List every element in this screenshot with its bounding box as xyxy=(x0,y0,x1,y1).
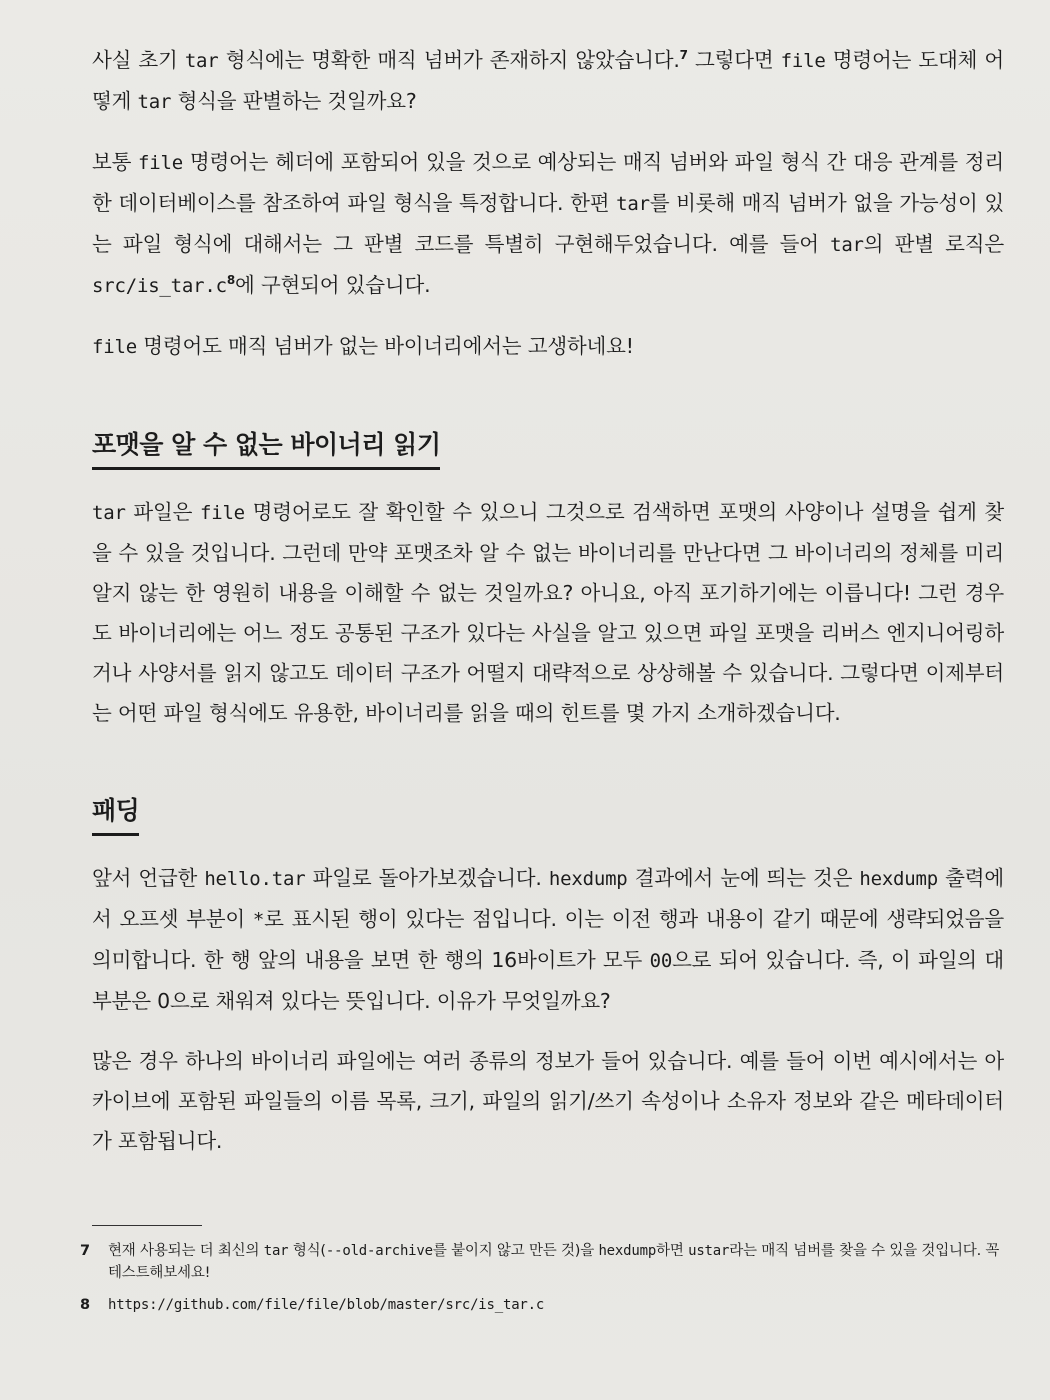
text-run: 많은 경우 하나의 바이너리 파일에는 여러 종류의 정보가 들어 있습니다. 예를 들어 이번 예시에서는 아카이브에 포함된 파일들의 이름 목록, 크기, 파일의 읽기/쓰기 속성이나 소유자 정보와 같은 메타데이터가 포함됩니다. xyxy=(92,1049,1004,1153)
text-run: 출력에서 오프셋 부분이 xyxy=(92,866,1004,931)
text-run: 하면 xyxy=(656,1243,689,1259)
inline-code: tar xyxy=(137,91,172,113)
section-heading-unknown-binary: 포맷을 알 수 없는 바이너리 읽기 xyxy=(92,425,440,470)
text-run: 라는 매직 넘버를 찾을 수 있을 것입니다. 꼭 테스트해보세요! xyxy=(108,1243,1000,1281)
inline-code: file xyxy=(138,152,184,174)
text-run: 현재 사용되는 더 최신의 xyxy=(108,1243,264,1259)
inline-code: hexdump xyxy=(859,868,939,890)
paragraph-6 xyxy=(92,1041,1004,1161)
inline-code: * xyxy=(252,909,265,931)
footnote-divider xyxy=(92,1225,202,1226)
inline-code: tar xyxy=(616,193,650,215)
inline-code: file xyxy=(199,502,245,524)
text-run: 파일로 돌아가보겠습니다. xyxy=(305,866,549,890)
footnote-7 xyxy=(80,1240,1004,1284)
text-run: 으로 되어 있습니다. 즉, 이 파일의 대부분은 0으로 채워져 있다는 뜻입니다. 이유가 무엇일까요? xyxy=(92,948,1004,1013)
footnote-ref-8[interactable]: 8 xyxy=(226,273,236,288)
page-content xyxy=(80,40,1005,1326)
text-run: 형식( xyxy=(288,1243,326,1259)
footnote-8 xyxy=(80,1294,1004,1316)
text-run: 에 구현되어 있습니다. xyxy=(235,273,431,297)
text-run: 앞서 언급한 xyxy=(92,866,205,890)
paragraph-4 xyxy=(92,492,1004,733)
inline-code: file xyxy=(780,50,826,72)
inline-code: ustar xyxy=(688,1243,730,1259)
text-run: 로 표시된 행이 있다는 점입니다. 이는 이전 행과 내용이 같기 때문에 생략되었음을 의미합니다. 한 행 앞의 내용을 보면 한 행의 16바이트가 모두 xyxy=(92,907,1004,972)
text-run: 형식에는 명확한 매직 넘버가 존재하지 않았습니다. xyxy=(218,48,680,72)
inline-code: hexdump xyxy=(598,1243,657,1259)
text-run: 파일은 xyxy=(125,500,200,524)
text-run: 명령어도 매직 넘버가 없는 바이너리에서는 고생하네요! xyxy=(136,334,634,358)
text-run: 형식을 판별하는 것일까요? xyxy=(171,89,417,113)
inline-code: src/is_tar.c xyxy=(92,275,227,297)
section-heading-padding: 패딩 xyxy=(92,791,139,836)
paragraph-3 xyxy=(92,326,1004,367)
footnote-text xyxy=(108,1294,1004,1316)
inline-code: hello.tar xyxy=(204,868,306,890)
text-run: 명령어로도 잘 확인할 수 있으니 그것으로 검색하면 포맷의 사양이나 설명을 쉽게 찾을 수 있을 것입니다. 그런데 만약 포맷조차 알 수 없는 바이너리를 만난다면 그 바이너리의 정체를 미리 알지 않는 한 영원히 내용을 이해할 수 없는 것일까요? 아니요, 아직 포기하기에는 이릅니다! 그런 경우도 바이너리에는 어느 정도 공통된 구조가 있다는 사실을 알고 있으면 파일 포맷을 리버스 엔지니어링하거나 사양서를 읽지 않고도 데이터 구조가 어떨지 대략적으로 상상해볼 수 있습니다. 그렇다면 이제부터는 어떤 파일 형식에도 유용한, 바이너리를 읽을 때의 힌트를 몇 가지 소개하겠습니다. xyxy=(92,500,1005,725)
text-run: 명령어는 도대체 어떻게 xyxy=(92,48,1005,113)
inline-code: --old-archive xyxy=(325,1243,433,1259)
text-run: 사실 초기 xyxy=(92,48,185,72)
text-run: 명령어는 헤더에 포함되어 있을 것으로 예상되는 매직 넘버와 파일 형식 간 대응 관계를 정리한 데이터베이스를 참조하여 파일 형식을 특정합니다. 한편 xyxy=(92,150,1004,215)
inline-code: 00 xyxy=(649,950,673,972)
text-run: 의 판별 로직은 xyxy=(863,232,1004,256)
footnote-number: 7 xyxy=(80,1243,90,1259)
text-run: 그렇다면 xyxy=(687,48,781,72)
footnote-number: 8 xyxy=(80,1297,90,1313)
text-run: 를 붙이지 않고 만든 것)을 xyxy=(432,1243,599,1259)
paragraph-5 xyxy=(92,858,1004,1021)
inline-code: tar xyxy=(92,502,126,524)
inline-code: tar xyxy=(263,1243,289,1259)
inline-code: tar xyxy=(184,50,219,72)
footnote-url-link[interactable]: https://github.com/file/file/blob/master/src/is_tar.c xyxy=(108,1297,545,1313)
inline-code: tar xyxy=(830,234,864,256)
text-run: 결과에서 눈에 띄는 것은 xyxy=(627,866,860,890)
inline-code: hexdump xyxy=(548,868,628,890)
text-run: 를 비롯해 매직 넘버가 없을 가능성이 있는 파일 형식에 대해서는 그 판별 코드를 특별히 구현해두었습니다. 예를 들어 xyxy=(92,191,1004,256)
inline-code: file xyxy=(92,336,137,358)
text-run: 보통 xyxy=(92,150,139,174)
footnote-text xyxy=(108,1240,1004,1284)
paragraph-1 xyxy=(92,40,1004,122)
footnote-ref-7[interactable]: 7 xyxy=(679,48,688,63)
paragraph-2 xyxy=(92,142,1004,306)
